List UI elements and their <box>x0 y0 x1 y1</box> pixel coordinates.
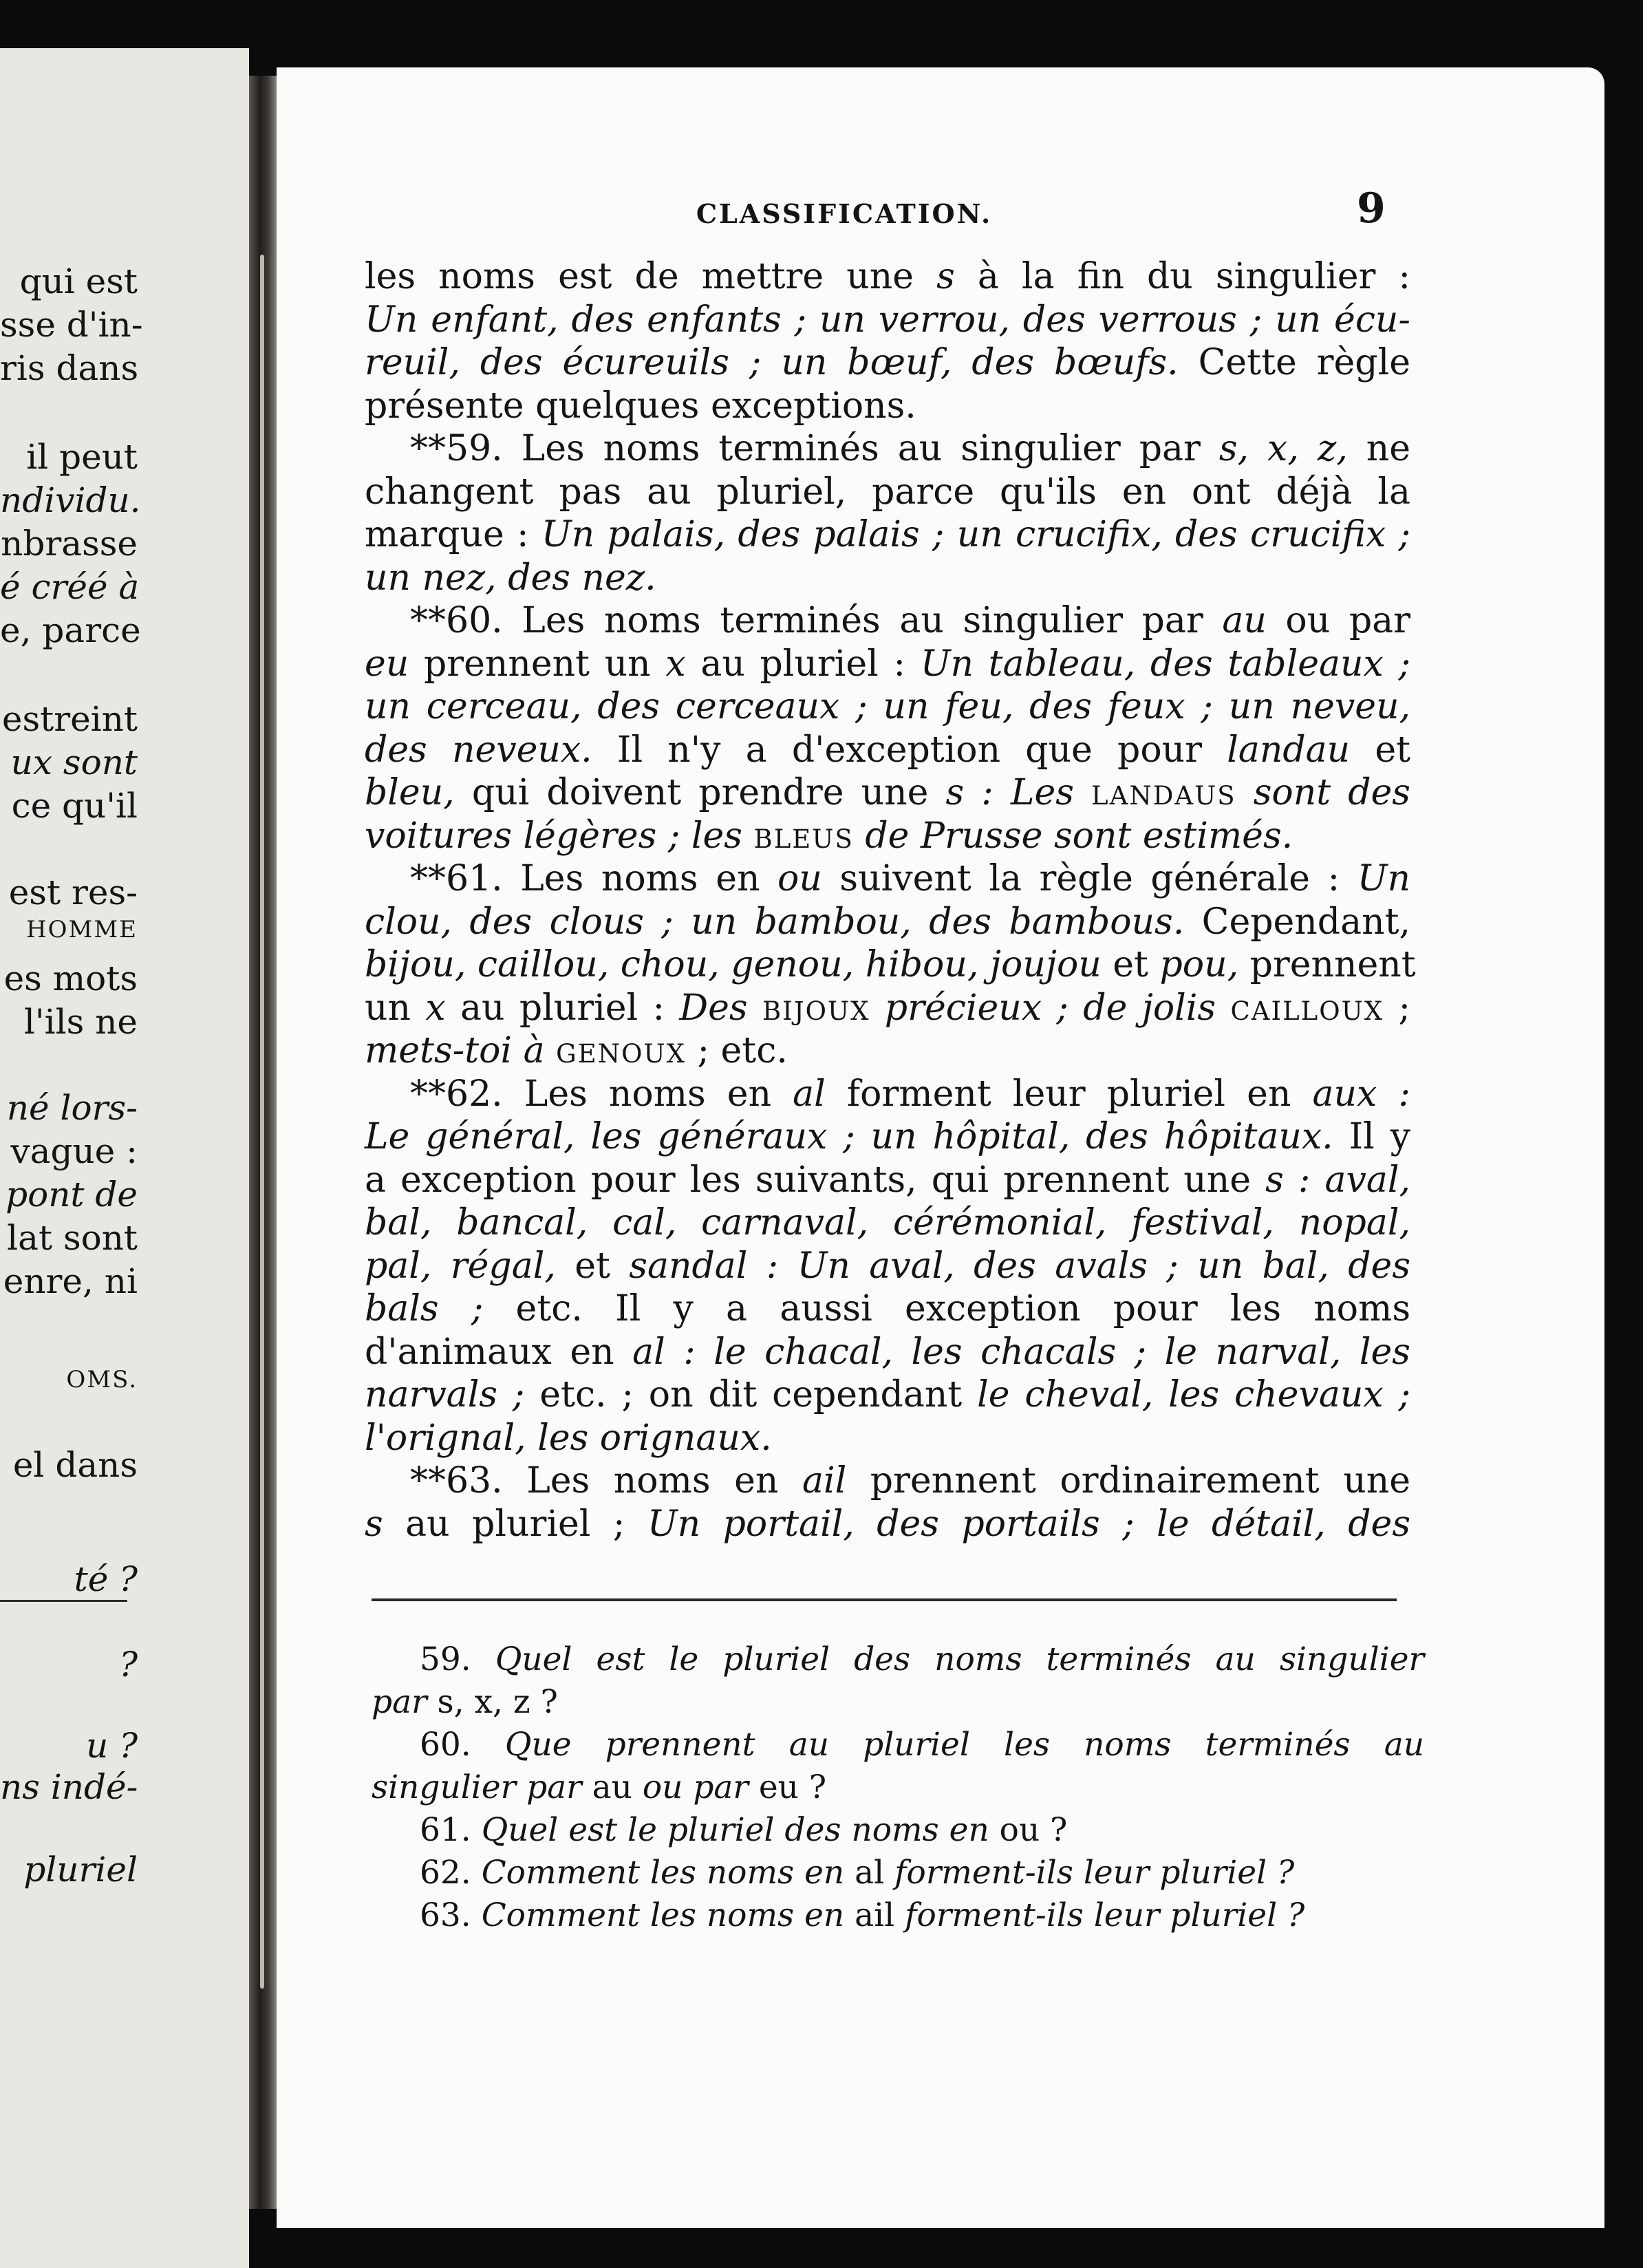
text-span: Cependant, <box>1184 901 1410 943</box>
text-line <box>365 987 1410 1030</box>
left-page-line: estreint <box>1 699 138 739</box>
text-span: au <box>1222 600 1267 641</box>
text-span: BLEUS <box>753 824 854 854</box>
question-line <box>372 1724 1424 1766</box>
text-line <box>365 1459 1410 1503</box>
left-page-line: ux sont <box>10 742 138 782</box>
text-span: prennent <box>1238 944 1416 985</box>
left-page-line: e, parce <box>0 610 141 650</box>
text-span: sandal : Un aval, des avals ; un bal, des <box>629 1245 1411 1287</box>
text-span: au pluriel : <box>685 643 921 685</box>
text-span: prennent ordinairement une <box>846 1460 1410 1501</box>
text-span: 60. <box>420 1726 505 1764</box>
text-span: a exception pour les suivants, qui prennent une <box>365 1159 1266 1201</box>
question-line <box>372 1766 1424 1809</box>
text-span: etc. ; on dit cependant <box>524 1374 978 1415</box>
text-span: **59. Les noms terminés au singulier par <box>410 428 1219 469</box>
text-span: ; <box>1384 987 1410 1029</box>
text-line <box>365 1373 1410 1417</box>
text-line <box>365 1073 1410 1116</box>
text-span: CAILLOUX <box>1230 996 1384 1026</box>
text-span: au pluriel : <box>445 987 680 1029</box>
text-span: présente quelques exceptions. <box>365 385 916 427</box>
text-line <box>365 385 1410 428</box>
text-span: un <box>365 987 426 1029</box>
running-head: CLASSIFICATION. <box>696 198 993 229</box>
left-page-line: HOMME <box>26 916 138 943</box>
text-span: 62. <box>420 1854 482 1892</box>
text-span: Des <box>679 987 762 1029</box>
left-page-line: el dans <box>12 1445 138 1485</box>
text-span: ou par <box>642 1768 749 1806</box>
question-line <box>372 1894 1424 1937</box>
text-span: singulier par <box>372 1768 582 1806</box>
left-page-line: lat sont <box>7 1218 138 1258</box>
left-page-line: es mots <box>3 959 138 998</box>
text-span: sont des <box>1236 772 1410 813</box>
text-span: Il y <box>1333 1116 1410 1157</box>
text-span: **61. Les noms en <box>410 858 778 899</box>
text-span: GENOUX <box>556 1039 686 1069</box>
left-page-line: enre, ni <box>3 1261 138 1301</box>
text-span: par <box>372 1683 427 1721</box>
text-span: les noms est de mettre une <box>365 256 937 297</box>
text-span: **62. Les noms en <box>410 1073 793 1115</box>
text-span: 59. <box>420 1640 495 1678</box>
book-page <box>277 67 1604 2228</box>
text-line <box>365 1201 1410 1245</box>
text-span: au pluriel ; <box>383 1503 647 1545</box>
text-line <box>365 1417 1410 1460</box>
text-span: ou par <box>1266 600 1410 641</box>
page-number: 9 <box>1357 184 1386 233</box>
text-span: aux : <box>1312 1073 1410 1115</box>
text-span: pal, régal, <box>365 1245 556 1287</box>
text-span: ne <box>1347 428 1411 469</box>
text-span: un nez, des nez. <box>365 557 656 599</box>
text-span: al <box>793 1073 826 1115</box>
text-span: de Prusse sont estimés. <box>853 815 1293 857</box>
text-line <box>365 599 1410 643</box>
text-span: s <box>936 256 955 297</box>
text-span: eu ? <box>748 1768 827 1806</box>
text-span: **60. Les noms terminés au singulier par <box>410 600 1223 641</box>
left-page-line: nbrasse <box>1 524 138 564</box>
text-span: qui doivent prendre une <box>454 772 946 813</box>
text-span: Un palais, des palais ; un crucifix, des crucifix ; <box>541 514 1411 555</box>
previous-page-fragment <box>0 48 249 2268</box>
text-span: Cette règle <box>1178 342 1410 383</box>
text-span: s : aval, <box>1265 1159 1410 1201</box>
text-span: Un portail, des portails ; le détail, des <box>647 1503 1411 1545</box>
text-line <box>365 427 1410 471</box>
text-line <box>365 1503 1410 1546</box>
text-span: et <box>555 1245 630 1287</box>
text-span: s <box>365 1503 383 1545</box>
text-span: LANDAUS <box>1091 781 1236 811</box>
text-line <box>365 299 1410 342</box>
text-span: prennent un <box>409 643 666 685</box>
text-span: marque : <box>365 514 541 555</box>
text-span: Il n'y a d'exception que pour <box>592 729 1227 771</box>
text-span: et <box>1101 944 1160 985</box>
text-span: précieux ; de jolis <box>870 987 1231 1029</box>
question-line <box>372 1681 1424 1724</box>
text-span: et <box>1350 729 1410 771</box>
text-line <box>365 1331 1410 1374</box>
text-span: Un tableau, des tableaux ; <box>920 643 1410 685</box>
text-line <box>365 471 1410 514</box>
text-line <box>365 857 1410 901</box>
review-questions <box>372 1638 1424 1937</box>
text-span: ail <box>844 1896 905 1934</box>
text-span: bleu, <box>365 772 455 813</box>
text-line <box>365 815 1410 858</box>
text-line <box>365 1159 1410 1202</box>
text-span: reuil, des écureuils ; un bœuf, des bœufs. <box>365 342 1179 383</box>
left-page-line: OMS. <box>66 1366 138 1393</box>
text-line <box>365 513 1410 557</box>
text-span: Comment les noms en <box>481 1854 845 1892</box>
left-page-line: qui est <box>19 261 138 301</box>
text-span: landau <box>1227 729 1351 771</box>
text-span: l'orignal, les orignaux. <box>365 1417 772 1459</box>
left-page-line: ce qu'il <box>11 786 138 826</box>
text-span: Le général, les généraux ; un hôpital, des hôpitaux. <box>365 1116 1333 1157</box>
text-span: BIJOUX <box>762 996 870 1026</box>
text-span: ou ? <box>989 1811 1068 1849</box>
left-page-line: il peut <box>26 437 138 477</box>
text-span: pou, <box>1159 944 1239 985</box>
text-span: forment leur pluriel en <box>825 1073 1313 1115</box>
binding-thread <box>260 255 264 1989</box>
left-page-line: u ? <box>86 1726 138 1766</box>
left-page-line: l'ils ne <box>23 1002 138 1042</box>
question-line <box>372 1852 1424 1894</box>
left-page-line: pont de <box>6 1175 138 1215</box>
text-span: Un enfant, des enfants ; un verrou, des verrous ; un écu- <box>365 299 1410 341</box>
text-span: s, x, z ? <box>427 1683 558 1721</box>
text-span: ou <box>777 858 822 899</box>
question-line <box>372 1809 1424 1852</box>
text-span: d'animaux en <box>365 1331 633 1373</box>
text-span: forment-ils leur pluriel ? <box>894 1854 1295 1892</box>
text-span: s : Les <box>945 772 1092 813</box>
left-page-line: né lors- <box>6 1088 138 1128</box>
text-span: Quel est le pluriel des noms en <box>481 1811 989 1849</box>
text-span: forment-ils leur pluriel ? <box>905 1896 1305 1934</box>
text-span: eu <box>365 643 409 685</box>
text-span: Que prennent au pluriel les noms terminés au <box>504 1726 1424 1764</box>
text-span: narvals ; <box>365 1374 525 1415</box>
left-page-line: vague : <box>10 1131 138 1171</box>
text-line <box>365 643 1410 686</box>
footnote-rule <box>372 1598 1397 1601</box>
text-span: al : le chacal, les chacals ; le narval, les <box>632 1331 1410 1373</box>
text-span: clou, des clous ; un bambou, des bambous. <box>365 901 1185 943</box>
text-line <box>365 901 1410 944</box>
text-span: **63. Les noms en <box>410 1460 802 1501</box>
left-page-line: pluriel <box>23 1850 138 1890</box>
text-span: x <box>425 987 446 1029</box>
text-span: 61. <box>420 1811 482 1849</box>
text-line <box>365 771 1410 815</box>
text-line <box>365 1029 1410 1073</box>
left-page-line: est res- <box>8 873 138 912</box>
text-span: bals ; <box>365 1288 484 1329</box>
text-line <box>365 557 1410 600</box>
text-span: le cheval, les chevaux ; <box>977 1374 1411 1415</box>
left-page-rule <box>0 1600 127 1602</box>
text-span: etc. Il y a aussi exception pour les noms <box>483 1288 1411 1329</box>
text-span: suivent la règle générale : <box>822 858 1357 899</box>
left-page-line: sse d'in- <box>0 305 143 345</box>
left-page-line: ? <box>119 1645 138 1684</box>
text-span: x <box>665 643 686 685</box>
body-text <box>365 255 1416 1545</box>
text-span: mets-toi à <box>365 1030 557 1071</box>
text-span: s, x, z, <box>1218 428 1348 469</box>
text-span: un cerceau, des cerceaux ; un feu, des feux ; un neveu, <box>365 686 1410 727</box>
text-span: Comment les noms en <box>481 1896 845 1934</box>
text-span: 63. <box>420 1896 482 1934</box>
left-page-line: é créé à <box>0 567 140 607</box>
text-line <box>365 1115 1410 1159</box>
text-line <box>365 685 1410 729</box>
text-span: ; etc. <box>685 1030 788 1071</box>
text-span: à la fin du singulier : <box>954 256 1410 297</box>
text-span: bijou, caillou, chou, genou, hibou, joujou <box>365 944 1102 985</box>
text-line <box>365 255 1410 299</box>
text-span: bal, bancal, cal, carnaval, cérémonial, festival, nopal, <box>365 1202 1410 1243</box>
left-page-line: ris dans <box>0 348 139 388</box>
text-line <box>365 1287 1410 1331</box>
text-span: Un <box>1357 858 1410 899</box>
text-span: des neveux. <box>365 729 592 771</box>
text-span: voitures légères ; les <box>365 815 754 857</box>
text-span: Quel est le pluriel des noms terminés au singulier <box>495 1640 1424 1678</box>
text-span: ail <box>802 1460 847 1501</box>
left-page-line: ndividu. <box>0 480 141 520</box>
text-line <box>365 1245 1410 1288</box>
text-line <box>365 943 1416 987</box>
text-span: changent pas au pluriel, parce qu'ils en ont déjà la <box>365 471 1410 513</box>
text-span: al <box>844 1854 895 1892</box>
question-line <box>372 1638 1424 1681</box>
left-page-line: ns indé- <box>0 1767 138 1807</box>
left-page-line: té ? <box>74 1559 138 1599</box>
text-line <box>365 729 1410 772</box>
text-span: au <box>581 1768 643 1806</box>
text-line <box>365 341 1410 385</box>
